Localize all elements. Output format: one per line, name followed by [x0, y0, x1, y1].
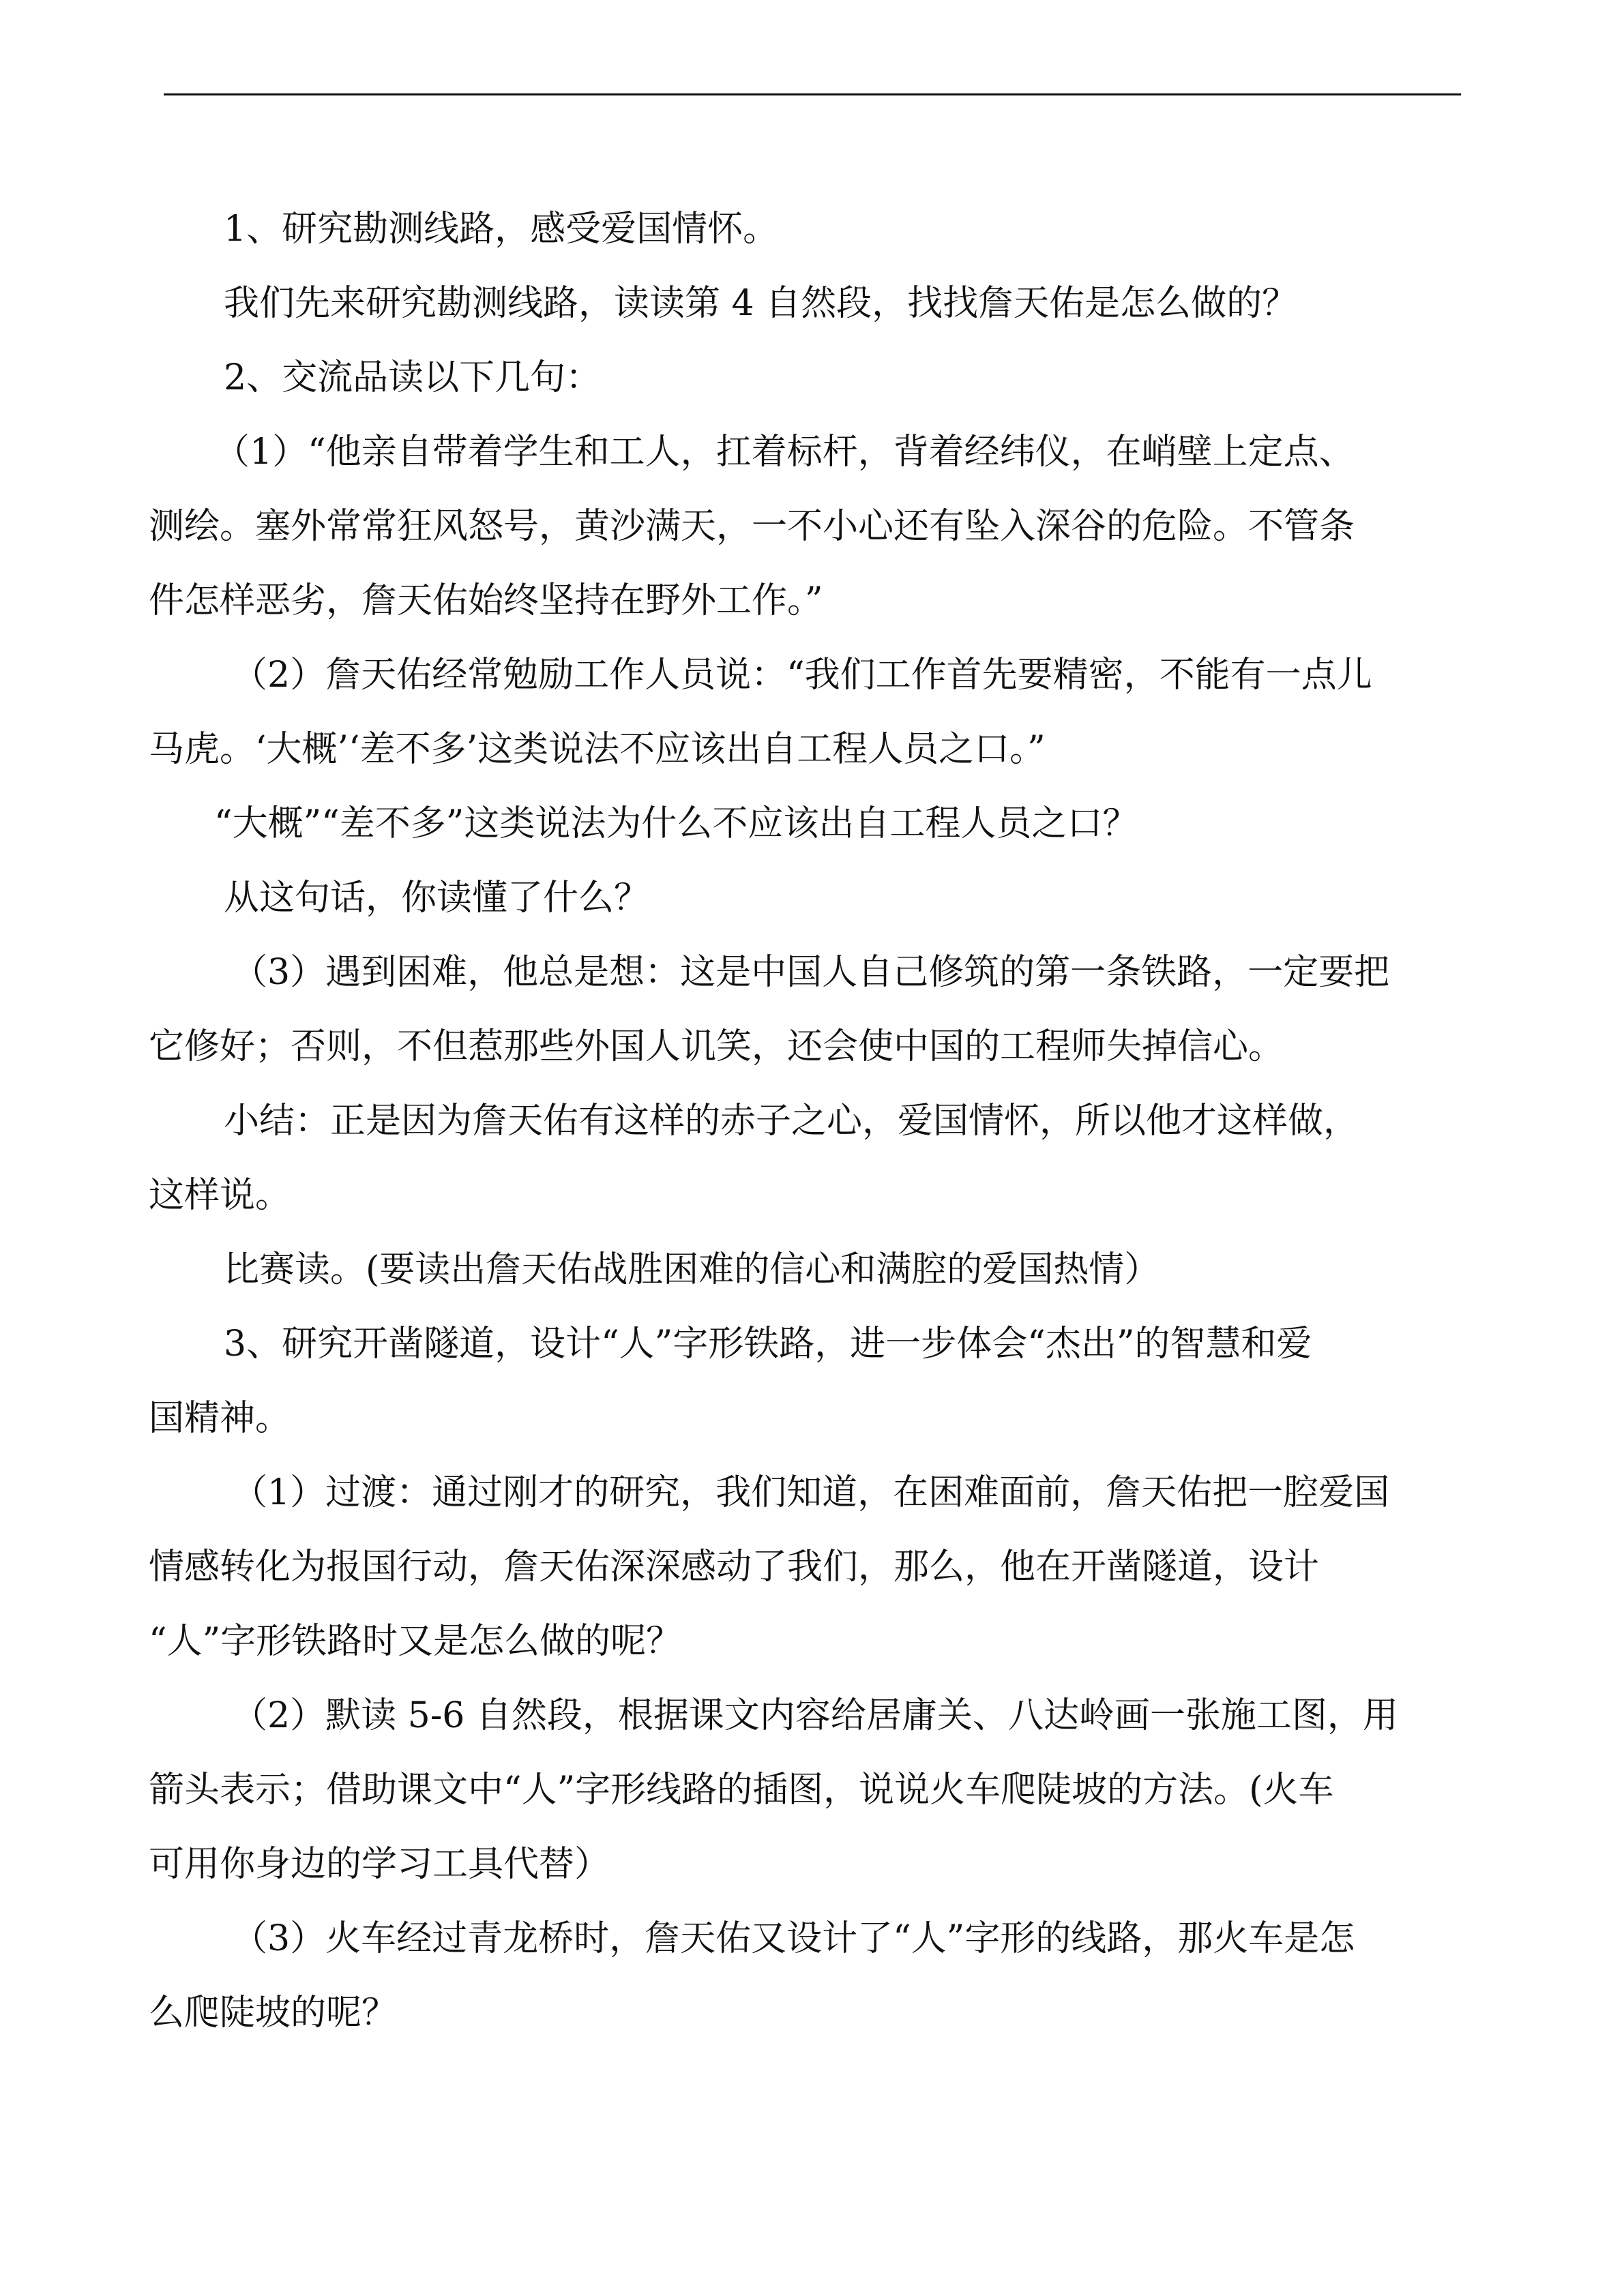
header-rule — [164, 93, 1461, 95]
contest-reading-line: 比赛读。(要读出詹天佑战胜困难的信心和满腔的爱国热情） — [224, 1249, 1160, 1290]
section-heading-3: 3、研究开凿隧道，设计“人”字形铁路，进一步体会“杰出”的智慧和爱 — [224, 1324, 1312, 1365]
section-heading-1: 1、研究勘测线路，感受爱国情怀。 — [224, 209, 779, 250]
qinglong-bridge-line: 么爬陡坡的呢？ — [149, 1993, 398, 2033]
section-heading-3-cont: 国精神。 — [149, 1398, 291, 1439]
transition-line: （1）过渡：通过刚才的研究，我们知道，在困难面前，詹天佑把一腔爱国 — [232, 1472, 1390, 1513]
quote-2-line: （2）詹天佑经常勉励工作人员说：“我们工作首先要精密，不能有一点儿 — [232, 655, 1372, 696]
qinglong-bridge-line: （3）火车经过青龙桥时，詹天佑又设计了“人”字形的线路，那火车是怎 — [232, 1918, 1355, 1959]
summary-line: 这样说。 — [149, 1175, 291, 1216]
quote-2-line: 马虎。‘大概’‘差不多’这类说法不应该出自工程人员之口。” — [149, 729, 1046, 770]
transition-line: 情感转化为报国行动，詹天佑深深感动了我们，那么，他在开凿隧道，设计 — [149, 1547, 1320, 1587]
silent-reading-line: 可用你身边的学习工具代替） — [149, 1844, 610, 1885]
question-line: 从这句话，你读懂了什么？ — [224, 878, 650, 919]
transition-line: “人”字形铁路时又是怎么做的呢？ — [149, 1621, 682, 1662]
quote-3-line: （3）遇到困难，他总是想：这是中国人自己修筑的第一条铁路，一定要把 — [232, 952, 1390, 993]
paragraph-line: 我们先来研究勘测线路，读读第 4 自然段，找找詹天佑是怎么做的？ — [224, 283, 1298, 324]
document-body — [149, 192, 1465, 2051]
quote-1-line: 件怎样恶劣，詹天佑始终坚持在野外工作。” — [149, 580, 823, 621]
silent-reading-line: （2）默读 5-6 自然段，根据课文内容给居庸关、八达岭画一张施工图，用 — [232, 1695, 1398, 1736]
section-heading-2: 2、交流品读以下几句： — [224, 357, 602, 398]
quote-3-line: 它修好；否则，不但惹那些外国人讥笑，还会使中国的工程师失掉信心。 — [149, 1026, 1284, 1067]
quote-1-line: （1）“他亲自带着学生和工人，扛着标杆，背着经纬仪，在峭壁上定点、 — [214, 432, 1355, 473]
question-line: “大概”“差不多”这类说法为什么不应该出自工程人员之口？ — [214, 803, 1138, 844]
quote-1-line: 测绘。塞外常常狂风怒号，黄沙满天，一不小心还有坠入深谷的危险。不管条 — [149, 506, 1355, 547]
silent-reading-line: 箭头表示；借助课文中“人”字形线路的插图，说说火车爬陡坡的方法。(火车 — [149, 1770, 1334, 1810]
summary-line: 小结：正是因为詹天佑有这样的赤子之心，爱国情怀，所以他才这样做， — [224, 1101, 1359, 1142]
